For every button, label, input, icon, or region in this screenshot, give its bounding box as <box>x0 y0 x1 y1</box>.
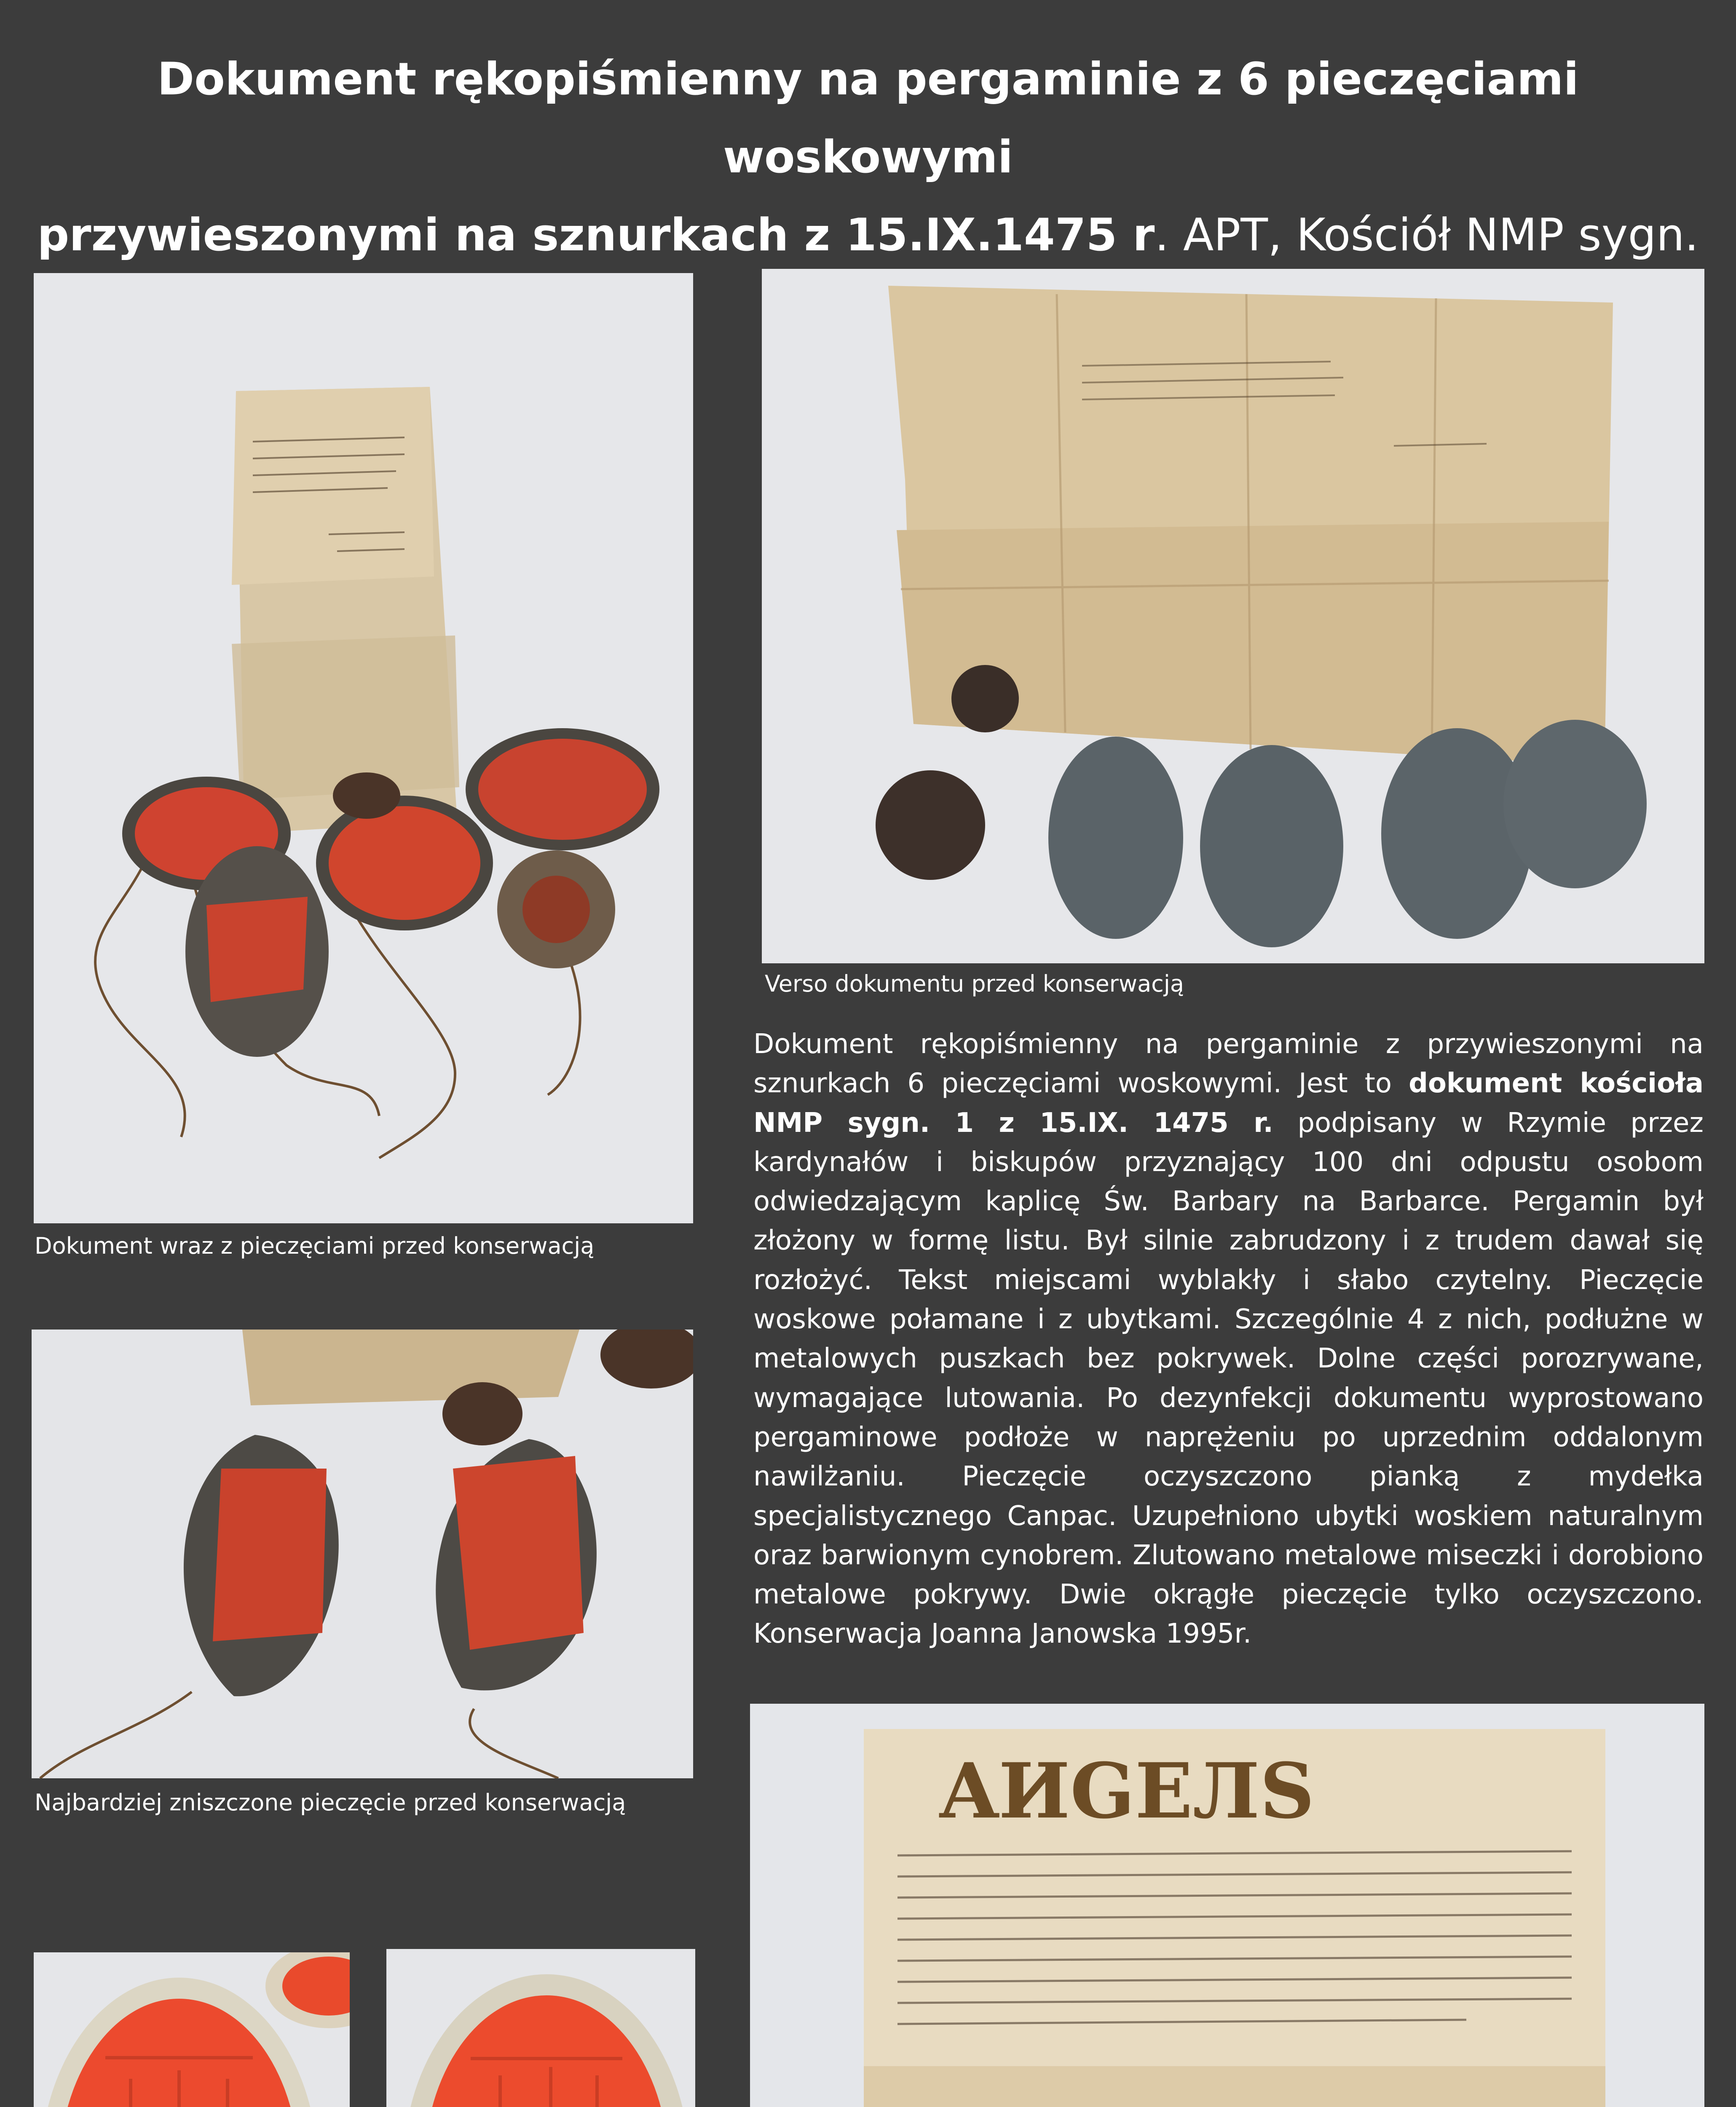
photo-verso-before <box>762 269 1704 963</box>
photo-document-with-seals-before <box>34 273 693 1223</box>
description-part-1: Dokument rękopiśmienny na pergaminie z przywieszonymi na sznurkach 6 pieczęciami woskowymi. Jest to <box>753 1029 1704 1099</box>
photo-document-after <box>750 1704 1704 2107</box>
description-text <box>753 1025 1704 1654</box>
title-line-2-bold: przywieszonymi na sznurkach z 15.IX.1475 r <box>37 209 1155 261</box>
photo-seal-after-left <box>34 1952 350 2107</box>
caption-most-damaged-seals: Najbardziej zniszczone pieczęcie przed konserwacją <box>35 1789 626 1816</box>
photo-seal-after-right <box>386 1949 695 2107</box>
svg-text:AИGЕЛS: AИGЕЛS <box>940 1747 1315 1836</box>
photo-most-damaged-seals <box>32 1330 693 1778</box>
title-line-1: Dokument rękopiśmienny na pergaminie z 6 pieczęciami woskowymi <box>157 53 1579 183</box>
caption-verso-before: Verso dokumentu przed konserwacją <box>765 970 1184 997</box>
caption-document-with-seals-before: Dokument wraz z pieczęciami przed konserwacją <box>35 1233 595 1259</box>
description-part-2: podpisany w Rzymie przez kardynałów i biskupów przyznający 100 dni odpustu osobom odwiedzającym kaplicę Św. Barbary na Barbarce. Pergamin był złożony w formę listu. Był silnie zabrudzony i z trudem dawał się rozłożyć. Tekst miejscami wyblakły i słabo czytelny. Pieczęcie woskowe połamane i z ubytkami. Szczególnie 4 z nich, podłużne w metalowych puszkach bez pokrywek. Dolne części porozrywane, wymagające lutowania. Po dezynfekcji dokumentu wyprostowano pergaminowe podłoże w naprężeniu po uprzednim oddalonym nawilżaniu. Pieczęcie oczyszczono pianką z mydełka specjalistycznego Canpac. Uzupełniono ubytki woskiem naturalnym oraz barwionym cynobrem. Zlutowano metalowe miseczki i dorobiono metalowe pokrywy. Dwie okrągłe pieczęcie tylko oczyszczono. Konserwacja Joanna Janowska 1995r. <box>753 1107 1704 1650</box>
description-bold: dokument kościoła NMP sygn. 1 z 15.IX. 1475 r. <box>753 1068 1704 1139</box>
title-line-2-rest: . APT, Kościół NMP sygn. <box>1155 209 1699 261</box>
